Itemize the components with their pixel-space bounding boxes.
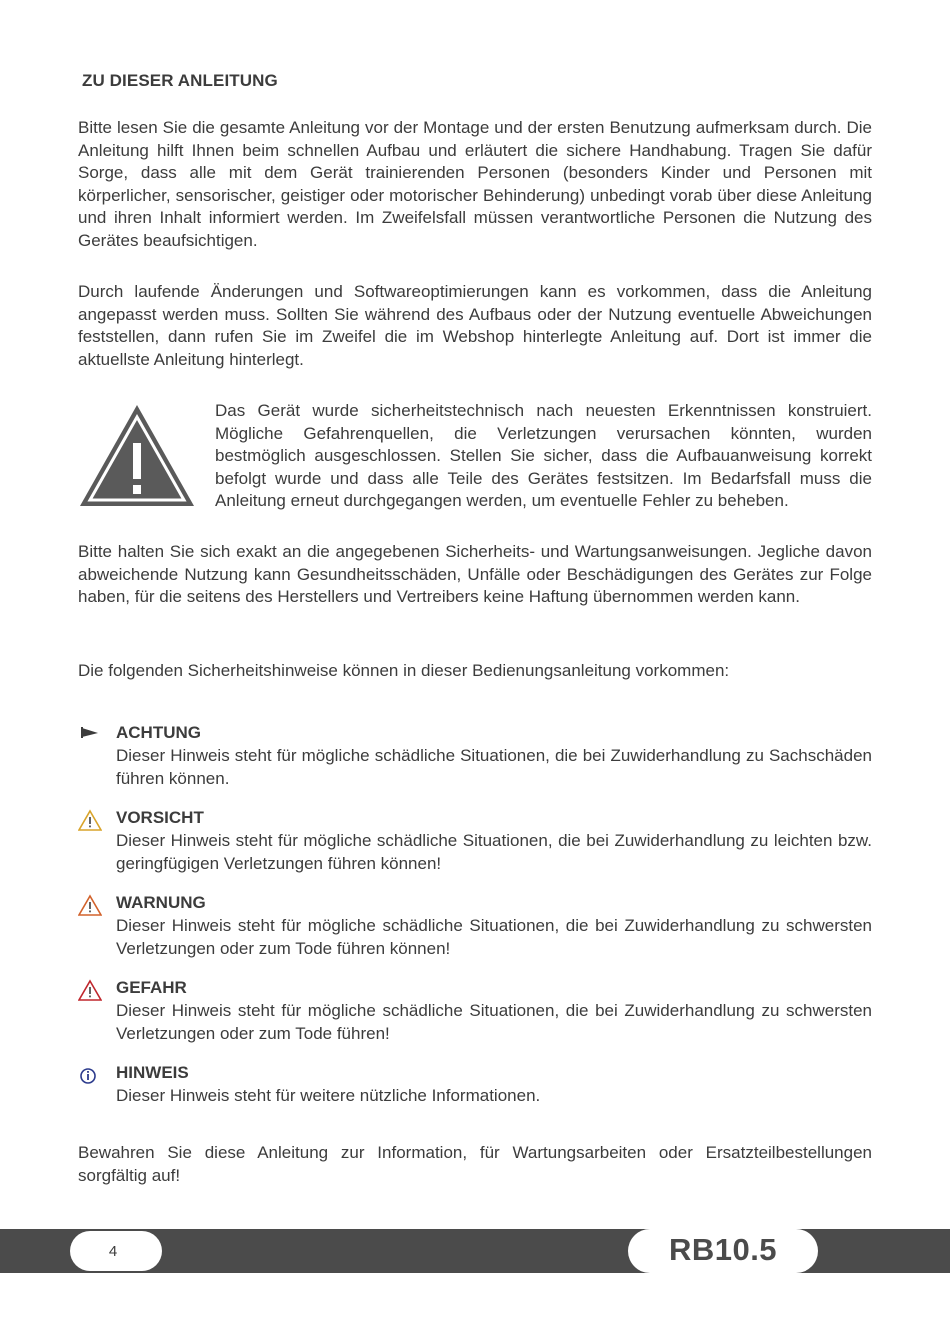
warning-triangle-icon <box>78 403 196 508</box>
notice-title: VORSICHT <box>116 808 204 827</box>
caution-icon <box>78 809 102 831</box>
updates-paragraph: Durch laufende Änderungen und Softwareoptimierungen kann es vorkommen, dass die Anleitung angepasst werden muss. Sollten Sie während des Aufbaus oder der Nutzung eventuelle Abweichungen feststellen, dann rufen Sie im Zweifel die im Webshop hinterlegte Anleitung auf. Dort ist immer die aktuellste Anleitung hinterlegt. <box>78 282 872 369</box>
notices-intro: Die folgenden Sicherheitshinweise können in dieser Bedienungsanleitung vorkommen: <box>78 661 730 680</box>
notice-text: Dieser Hinweis steht für mögliche schädliche Situationen, die bei Zuwiderhandlung zu schwersten Verletzungen oder zum Tode führen können! <box>116 916 872 958</box>
notice-title: ACHTUNG <box>116 723 201 742</box>
model-name: RB10.5 <box>668 1232 778 1267</box>
instructions-paragraph: Bitte halten Sie sich exakt an die angegebenen Sicherheits- und Wartungsanweisungen. Jegliche davon abweichende Nutzung kann Gesundheitsschäden, Unfälle oder Beschädigungen des Gerätes zur Folge haben, für die seitens des Herstellers und Vertreibers keine Haftung übernommen werden kann. <box>78 542 872 606</box>
warning-icon <box>78 894 102 916</box>
page-number: 4 <box>108 1243 118 1260</box>
section-heading: ZU DIESER ANLEITUNG <box>82 71 278 90</box>
info-icon <box>78 1064 102 1086</box>
safety-paragraph: Das Gerät wurde sicherheitstechnisch nach neuesten Erkenntnissen konstruiert. Mögliche Gefahrenquellen, die Verletzungen verursachen könnten, wurden bestmöglich ausgeschlossen. Stellen Sie sicher, dass die Aufbauanweisung korrekt befolgt wurde und dass alle Teile des Gerätes festsitzen. Im Bedarfsfall muss die Anleitung erneut durchgegangen werden, um eventuelle Fehler zu beheben. <box>215 401 872 510</box>
notice-text: Dieser Hinweis steht für mögliche schädliche Situationen, die bei Zuwiderhandlung zu schwersten Verletzungen oder zum Tode führen! <box>116 1001 872 1043</box>
notice-title: GEFAHR <box>116 978 187 997</box>
danger-icon <box>78 979 102 1001</box>
notice-title: HINWEIS <box>116 1063 189 1082</box>
notice-text: Dieser Hinweis steht für mögliche schädliche Situationen, die bei Zuwiderhandlung zu Sachschäden führen können. <box>116 746 872 788</box>
keep-manual-paragraph: Bewahren Sie diese Anleitung zur Information, für Wartungsarbeiten oder Ersatzteilbestellungen sorgfältig auf! <box>78 1143 872 1185</box>
flag-icon <box>78 724 102 746</box>
intro-paragraph: Bitte lesen Sie die gesamte Anleitung vor der Montage und der ersten Benutzung aufmerksam durch. Die Anleitung hilft Ihnen beim schnellen Aufbau und erläutert die sichere Handhabung. Tragen Sie dafür Sorge, dass alle mit dem Gerät trainierenden Personen (besonders Kinder und Personen mit körperlicher, sensorischer, geistiger oder motorischer Behinderung) unbedingt vorab über diese Anleitung und ihren Inhalt informiert werden. Im Zweifelsfall müssen verantwortliche Personen die Nutzung des Gerätes beaufsichtigen. <box>78 118 872 250</box>
notice-title: WARNUNG <box>116 893 206 912</box>
notice-text: Dieser Hinweis steht für mögliche schädliche Situationen, die bei Zuwiderhandlung zu leichten bzw. geringfügigen Verletzungen führen können! <box>116 831 872 873</box>
notice-text: Dieser Hinweis steht für weitere nützliche Informationen. <box>116 1086 541 1105</box>
